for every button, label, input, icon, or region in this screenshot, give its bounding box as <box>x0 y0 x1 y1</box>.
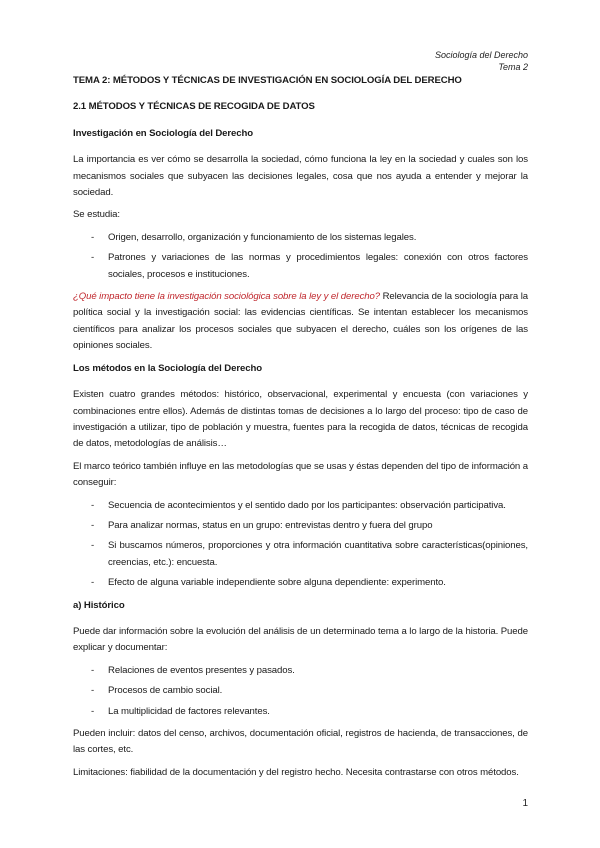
bullet-list <box>73 230 528 283</box>
list-item <box>73 683 528 699</box>
header-topic: Tema 2 <box>498 62 528 72</box>
paragraph-question <box>73 289 528 355</box>
paragraph: Pueden incluir: datos del censo, archivos, documentación oficial, registros de hacienda, de transacciones, de las cortes, etc. <box>73 728 528 756</box>
bullet-list <box>73 663 528 720</box>
list-item <box>73 663 528 679</box>
paragraph: Limitaciones: fiabilidad de la documentación y del registro hecho. Necesita contrastarse con otros métodos. <box>73 766 519 778</box>
dash-marker: - <box>91 705 95 717</box>
list-item <box>73 498 528 514</box>
paragraph: El marco teórico también influye en las metodologías que se usas y éstas dependen del tipo de información a conseguir: <box>73 460 528 489</box>
paragraph: Existen cuatro grandes métodos: histórico, observacional, experimental y encuesta (con variaciones y combinaciones entre ellos). Además de distintas tomas de decisiones a lo largo del proceso: tipo de caso de investigación a utilizar, tipo de población y muestra, fuentes para la recogida de datos, técnicas de recogida de datos, metodologías de análisis… <box>73 389 528 450</box>
list-item-text: Efecto de alguna variable independiente sobre alguna dependiente: experimento. <box>108 577 446 589</box>
document-title: TEMA 2: MÉTODOS Y TÉCNICAS DE INVESTIGACIÓN EN SOCIOLOGÍA DEL DERECHO <box>73 75 462 86</box>
list-item-text: Origen, desarrollo, organización y funcionamiento de los sistemas legales. <box>108 231 417 243</box>
dash-marker: - <box>91 231 95 243</box>
list-item <box>73 704 528 720</box>
list-item-text: Procesos de cambio social. <box>108 685 223 697</box>
subheading-metodos: Los métodos en la Sociología del Derecho <box>73 362 262 374</box>
paragraph: La importancia es ver cómo se desarrolla la sociedad, cómo funciona la ley en la sociedad y cuales son los mecanismos sociales que subyacen las decisiones legales, cosa que nos ayuda a entender y mejorar la sociedad. <box>73 154 528 199</box>
dash-marker: - <box>91 252 95 264</box>
dash-marker: - <box>91 499 95 511</box>
dash-marker: - <box>91 519 95 531</box>
bullet-list <box>73 498 528 592</box>
page-number: 1 <box>522 798 528 809</box>
list-item <box>73 250 528 283</box>
dash-marker: - <box>91 540 95 552</box>
list-item-text: La multiplicidad de factores relevantes. <box>108 705 270 717</box>
list-item-text: Para analizar normas, status en un grupo: entrevistas dentro y fuera del grupo <box>108 519 433 531</box>
list-item-text: Patrones y variaciones de las normas y procedimientos legales: conexión con otros factores sociales, procesos e instituciones. <box>108 252 528 280</box>
dash-marker: - <box>91 685 95 697</box>
list-item <box>73 575 528 591</box>
subheading-historico: a) Histórico <box>73 599 125 611</box>
running-header <box>435 49 528 73</box>
list-item-text: Si buscamos números, proporciones y otra información cuantitativa sobre características(opiniones, creencias, etc.): encuesta. <box>108 540 528 568</box>
list-item-text: Secuencia de acontecimientos y el sentido dado por los participantes: observación participativa. <box>108 499 506 511</box>
dash-marker: - <box>91 664 95 676</box>
paragraph: Se estudia: <box>73 209 120 221</box>
subheading-investigacion: Investigación en Sociología del Derecho <box>73 127 254 139</box>
question-answer: Relevancia de la sociología para la política social y la investigación social: las evidencias científicas. Se intentan establecer los mecanismos científicos para analizar los procesos sociales que subyacen el derecho, cuáles son los orígenes de las opiniones sociales. <box>73 291 528 352</box>
paragraph: Puede dar información sobre la evolución del análisis de un determinado tema a lo largo de la historia. Puede explicar y documentar: <box>73 625 528 654</box>
list-item <box>73 538 528 571</box>
list-item <box>73 230 528 246</box>
document-body <box>73 73 528 787</box>
dash-marker: - <box>91 577 95 589</box>
highlighted-question: ¿Qué impacto tiene la investigación sociológica sobre la ley y el derecho? <box>73 291 380 303</box>
section-title: 2.1 MÉTODOS Y TÉCNICAS DE RECOGIDA DE DATOS <box>73 101 315 113</box>
list-item-text: Relaciones de eventos presentes y pasados. <box>108 664 295 676</box>
list-item <box>73 518 528 534</box>
header-subject: Sociología del Derecho <box>434 50 528 60</box>
